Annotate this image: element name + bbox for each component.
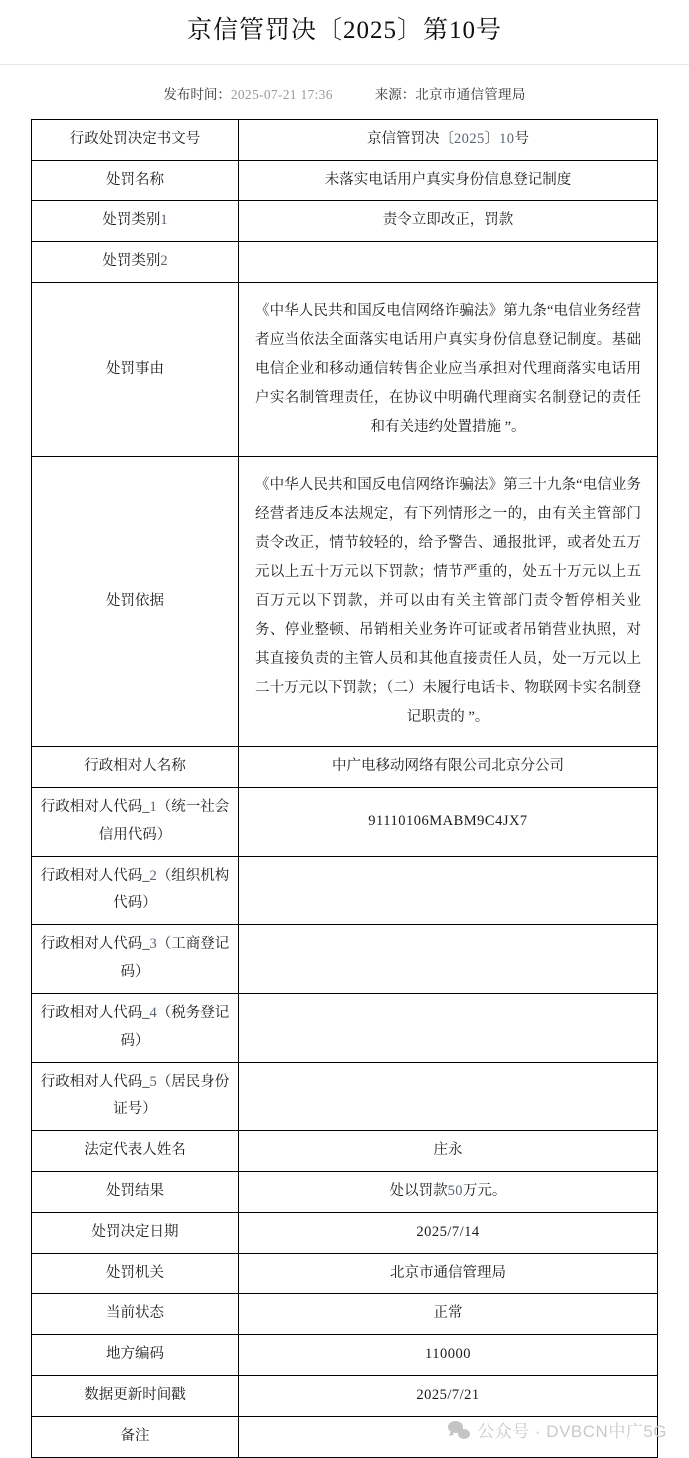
table-row	[32, 993, 658, 1062]
row-value: 正常	[239, 1294, 658, 1335]
row-label: 行政相对人名称	[32, 747, 239, 788]
row-value: 未落实电话用户真实身份信息登记制度	[239, 160, 658, 201]
row-value: 2025/7/21	[239, 1376, 658, 1417]
row-value	[239, 1416, 658, 1457]
row-label: 备注	[32, 1416, 239, 1457]
publish-time-label: 发布时间：	[163, 86, 231, 102]
table-row	[32, 747, 658, 788]
row-value: 91110106MABM9C4JX7	[239, 787, 658, 856]
row-label: 当前状态	[32, 1294, 239, 1335]
penalty-table-body	[32, 119, 658, 1457]
row-label: 法定代表人姓名	[32, 1131, 239, 1172]
row-label: 行政相对人代码_3（工商登记码）	[32, 925, 239, 994]
source-value: 北京市通信管理局	[415, 86, 526, 102]
source-label: 来源：	[374, 86, 416, 102]
row-value	[239, 993, 658, 1062]
row-value: 《中华人民共和国反电信网络诈骗法》第九条“电信业务经营者应当依法全面落实电话用户真实身份信息登记制度。基础电信企业和移动通信转售企业应当承担对代理商落实电话用户实名制管理责任，在协议中明确代理商实名制登记的责任和有关违约处置措施 ”。	[239, 283, 658, 457]
row-value	[239, 242, 658, 283]
document-meta	[0, 65, 689, 119]
page-title: 京信管罚决〔2025〕第10号	[186, 17, 502, 44]
row-label: 数据更新时间戳	[32, 1376, 239, 1417]
table-row	[32, 856, 658, 925]
row-value: 庄永	[239, 1131, 658, 1172]
penalty-details-table	[31, 119, 658, 1458]
row-label: 行政相对人代码_1（统一社会信用代码）	[32, 787, 239, 856]
row-label: 处罚结果	[32, 1172, 239, 1213]
publish-time	[163, 83, 332, 103]
publish-time-value: 2025-07-21 17:36	[230, 86, 333, 102]
row-value: 《中华人民共和国反电信网络诈骗法》第三十九条“电信业务经营者违反本法规定，有下列情形之一的，由有关主管部门责令改正，情节较轻的，给予警告、通报批评，或者处五万元以上五十万元以下罚款；情节严重的，处五十万元以上五百万元以下罚款，并可以由有关主管部门责令暂停相关业务、停业整顿、吊销相关业务许可证或者吊销营业执照，对其直接负责的主管人员和其他直接责任人员，处一万元以上二十万元以下罚款；（二）未履行电话卡、物联网卡实名制登记职责的 ”。	[239, 457, 658, 747]
row-label: 处罚依据	[32, 457, 239, 747]
row-label: 行政处罚决定书文号	[32, 119, 239, 160]
row-label: 处罚名称	[32, 160, 239, 201]
row-label: 行政相对人代码_4（税务登记码）	[32, 993, 239, 1062]
table-row	[32, 1172, 658, 1213]
row-label: 处罚决定日期	[32, 1212, 239, 1253]
table-row	[32, 1212, 658, 1253]
table-row	[32, 160, 658, 201]
penalty-table-container	[0, 119, 689, 1458]
table-row	[32, 1376, 658, 1417]
row-label: 处罚类别2	[32, 242, 239, 283]
row-label: 地方编码	[32, 1335, 239, 1376]
row-value	[239, 856, 658, 925]
row-label: 行政相对人代码_2（组织机构代码）	[32, 856, 239, 925]
table-row	[32, 457, 658, 747]
table-row	[32, 1294, 658, 1335]
row-value: 处以罚款50万元。	[239, 1172, 658, 1213]
row-value: 110000	[239, 1335, 658, 1376]
watermark-text: 公众号 · DVBCN中广5G	[477, 1421, 667, 1441]
table-row	[32, 1253, 658, 1294]
table-row	[32, 201, 658, 242]
row-value: 中广电移动网络有限公司北京分公司	[239, 747, 658, 788]
table-row	[32, 787, 658, 856]
row-label: 处罚机关	[32, 1253, 239, 1294]
row-value: 责令立即改正，罚款	[239, 201, 658, 242]
table-row	[32, 1335, 658, 1376]
table-row	[32, 925, 658, 994]
source	[375, 83, 526, 103]
table-row	[32, 1131, 658, 1172]
table-row	[32, 242, 658, 283]
table-row	[32, 1416, 658, 1457]
row-label: 处罚事由	[32, 283, 239, 457]
table-row	[32, 1062, 658, 1131]
row-label: 处罚类别1	[32, 201, 239, 242]
table-row	[32, 283, 658, 457]
document-header	[0, 0, 689, 119]
row-value: 北京市通信管理局	[239, 1253, 658, 1294]
row-value: 2025/7/14	[239, 1212, 658, 1253]
row-value: 京信管罚决〔2025〕10号	[239, 119, 658, 160]
row-label: 行政相对人代码_5（居民身份证号）	[32, 1062, 239, 1131]
row-value	[239, 925, 658, 994]
table-row	[32, 119, 658, 160]
row-value	[239, 1062, 658, 1131]
